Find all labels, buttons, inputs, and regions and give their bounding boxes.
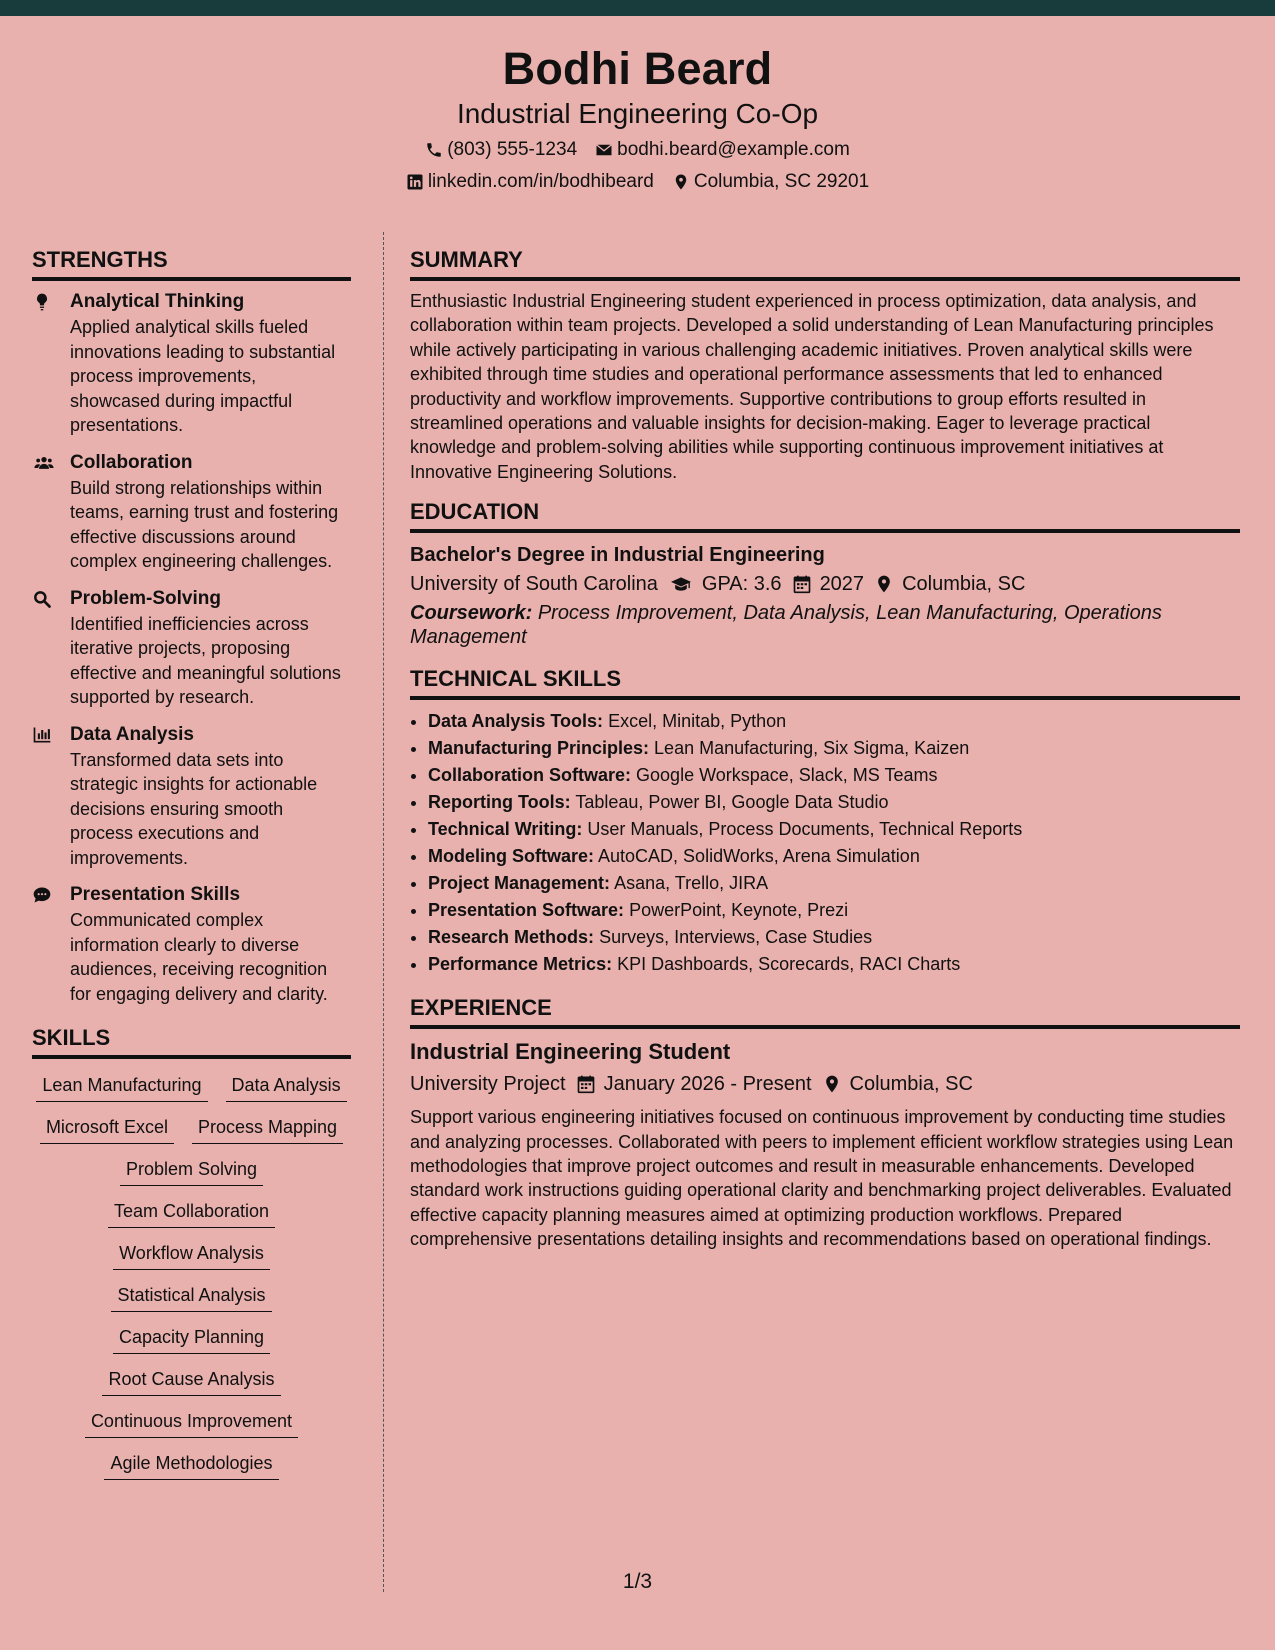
tech-skill-label: Manufacturing Principles: — [428, 738, 650, 759]
skill-tag: Team Collaboration — [108, 1199, 275, 1228]
strength-title: Analytical Thinking — [70, 291, 245, 312]
education-gpa: GPA: 3.6 — [701, 573, 782, 596]
coursework-text: Process Improvement, Data Analysis, Lean Manufacturing, Operations Management — [410, 602, 1162, 649]
strength-desc: Applied analytical skills fueled innovations leading to substantial process improvements, showcased during impactful presentations. — [70, 317, 336, 435]
contact-row-1 — [0, 137, 1275, 163]
graduation-cap-icon — [668, 574, 694, 594]
strength-desc: Communicated complex information clearly to diverse audiences, receiving recognition for engaging delivery and clarity. — [70, 910, 328, 1004]
strength-item — [32, 586, 351, 710]
strength-title: Data Analysis — [70, 723, 194, 745]
lightbulb-icon — [32, 292, 52, 312]
bar-chart-icon — [32, 725, 52, 745]
resume-header — [0, 16, 1275, 204]
skill-tag: Statistical Analysis — [111, 1283, 271, 1312]
contact-row-2 — [0, 169, 1275, 195]
tech-skill-value: Asana, Trello, JIRA — [614, 873, 769, 894]
experience-dates: January 2026 - Present — [603, 1073, 812, 1096]
strengths-title: STRENGTHS — [32, 244, 351, 281]
page-number: 1/3 — [622, 1570, 653, 1593]
tech-skill-value: PowerPoint, Keynote, Prezi — [629, 900, 849, 921]
tech-skill-value: KPI Dashboards, Scorecards, RACI Charts — [617, 954, 961, 975]
skill-tag: Problem Solving — [120, 1157, 263, 1186]
list-item — [428, 708, 1240, 735]
list-item — [428, 870, 1240, 897]
tech-skill-value: AutoCAD, SolidWorks, Arena Simulation — [598, 846, 920, 867]
skill-tag: Process Mapping — [192, 1115, 343, 1144]
tech-skill-label: Technical Writing: — [428, 819, 583, 840]
list-item — [428, 951, 1240, 978]
comments-icon — [32, 885, 52, 905]
tech-skill-value: Tableau, Power BI, Google Data Studio — [575, 792, 889, 813]
skill-tag: Capacity Planning — [113, 1325, 270, 1354]
top-accent-bar — [0, 0, 1275, 16]
coursework-label: Coursework: — [410, 602, 533, 625]
tech-skill-label: Project Management: — [428, 873, 611, 894]
list-item — [428, 762, 1240, 789]
education-title: EDUCATION — [410, 496, 1240, 533]
search-icon — [32, 589, 52, 609]
education-meta — [410, 569, 1240, 599]
skill-tag: Root Cause Analysis — [102, 1367, 280, 1396]
experience-meta — [410, 1067, 1240, 1101]
tech-skill-label: Presentation Software: — [428, 900, 625, 921]
map-pin-icon — [874, 574, 894, 594]
list-item — [428, 816, 1240, 843]
map-pin-icon — [672, 173, 690, 191]
envelope-icon — [595, 141, 613, 159]
skill-tag: Data Analysis — [226, 1073, 347, 1102]
skills-title: SKILLS — [32, 1022, 351, 1059]
phone-icon — [425, 141, 443, 159]
education-coursework — [410, 601, 1240, 649]
tech-skill-label: Research Methods: — [428, 927, 595, 948]
list-item — [428, 789, 1240, 816]
experience-desc: Support various engineering initiatives focused on continuous improvement by conducting time studies and analyzing processes. Collaborated with peers to implement efficient workflow strategies using Lean methodologies that improve project outcomes and result in measurable enhancements. Developed standard work instructions guiding operational clarity and benchmarking project deliverables. Evaluated effective capacity planning measures aimed at optimizing production workflows. Prepared comprehensive presentations detailing insights and recommendations based on operational findings. — [410, 1107, 1234, 1250]
strength-item — [32, 289, 351, 438]
linkedin-text: linkedin.com/in/bodhibeard — [427, 171, 654, 192]
summary-text: Enthusiastic Industrial Engineering student experienced in process optimization, data analysis, and collaboration within team projects. Developed a solid understanding of Lean Manufacturing principles while actively participating in various challenging academic initiatives. Proven analytical skills were exhibited through time studies and operational performance assessments that led to enhanced productivity and workflow improvements. Supportive contributions to group efforts resulted in streamlined operations and valuable insights for decision-making. Eager to leverage practical knowledge and problem-solving abilities while supporting continuous improvement initiatives at Innovative Engineering Solutions. — [410, 291, 1214, 482]
tech-skill-value: Excel, Minitab, Python — [608, 711, 787, 732]
location-contact — [672, 169, 869, 195]
candidate-headline: Industrial Engineering Co-Op — [456, 98, 819, 129]
right-column — [410, 244, 1240, 1252]
skill-tag: Workflow Analysis — [113, 1241, 270, 1270]
education-year: 2027 — [819, 573, 865, 596]
strength-desc: Build strong relationships within teams, earning trust and fostering effective discussions around complex engineering challenges. — [70, 477, 339, 571]
column-divider — [383, 232, 384, 1592]
email-text: bodhi.beard@example.com — [617, 139, 850, 160]
strength-desc: Transformed data sets into strategic insights for actionable decisions ensuring smooth process executions and improvements. — [70, 749, 318, 868]
map-pin-icon — [822, 1074, 842, 1094]
skill-tag: Lean Manufacturing — [36, 1073, 207, 1102]
strength-desc: Identified inefficiencies across iterative projects, proposing effective and meaningful solutions supported by research. — [70, 613, 341, 707]
tech-skill-label: Performance Metrics: — [428, 954, 613, 975]
education-location: Columbia, SC — [902, 573, 1026, 596]
summary-title: SUMMARY — [410, 244, 1240, 281]
experience-title: EXPERIENCE — [410, 992, 1240, 1029]
tech-skill-value: User Manuals, Process Documents, Technical Reports — [587, 819, 1023, 840]
tech-skill-label: Modeling Software: — [428, 846, 594, 867]
tech-skill-label: Data Analysis Tools: — [428, 711, 604, 732]
technical-skills-list — [410, 708, 1240, 978]
skill-tag: Microsoft Excel — [40, 1115, 174, 1144]
calendar-icon — [576, 1074, 596, 1094]
tech-skill-label: Collaboration Software: — [428, 765, 632, 786]
linkedin-contact[interactable] — [406, 169, 654, 195]
left-column — [32, 244, 351, 1480]
list-item — [428, 735, 1240, 762]
linkedin-icon — [406, 173, 424, 191]
education-degree: Bachelor's Degree in Industrial Engineering — [410, 544, 825, 567]
list-item — [428, 924, 1240, 951]
tech-skill-value: Surveys, Interviews, Case Studies — [599, 927, 873, 948]
list-item — [428, 843, 1240, 870]
tech-skill-value: Lean Manufacturing, Six Sigma, Kaizen — [654, 738, 970, 759]
skill-tag: Continuous Improvement — [85, 1409, 298, 1438]
tech-skill-value: Google Workspace, Slack, MS Teams — [636, 765, 938, 786]
skill-tag: Agile Methodologies — [104, 1451, 278, 1480]
candidate-name: Bodhi Beard — [502, 43, 773, 94]
tech-skill-label: Reporting Tools: — [428, 792, 571, 813]
users-icon — [32, 453, 56, 473]
list-item — [428, 897, 1240, 924]
experience-role: Industrial Engineering Student — [410, 1039, 731, 1065]
education-school: University of South Carolina — [410, 573, 658, 596]
strength-title: Problem-Solving — [70, 587, 221, 609]
strength-title: Presentation Skills — [70, 884, 241, 905]
email-contact[interactable] — [595, 137, 850, 163]
phone-text: (803) 555-1234 — [447, 139, 578, 160]
experience-location: Columbia, SC — [849, 1073, 973, 1096]
strength-item — [32, 722, 351, 871]
phone-contact[interactable] — [425, 137, 577, 163]
skills-list — [32, 1067, 351, 1480]
experience-org: University Project — [410, 1073, 566, 1096]
strength-title: Collaboration — [70, 451, 193, 473]
strength-item — [32, 882, 351, 1006]
strength-item — [32, 450, 351, 574]
calendar-icon — [792, 574, 812, 594]
technical-skills-title: TECHNICAL SKILLS — [410, 663, 1240, 700]
location-text: Columbia, SC 29201 — [693, 171, 870, 192]
